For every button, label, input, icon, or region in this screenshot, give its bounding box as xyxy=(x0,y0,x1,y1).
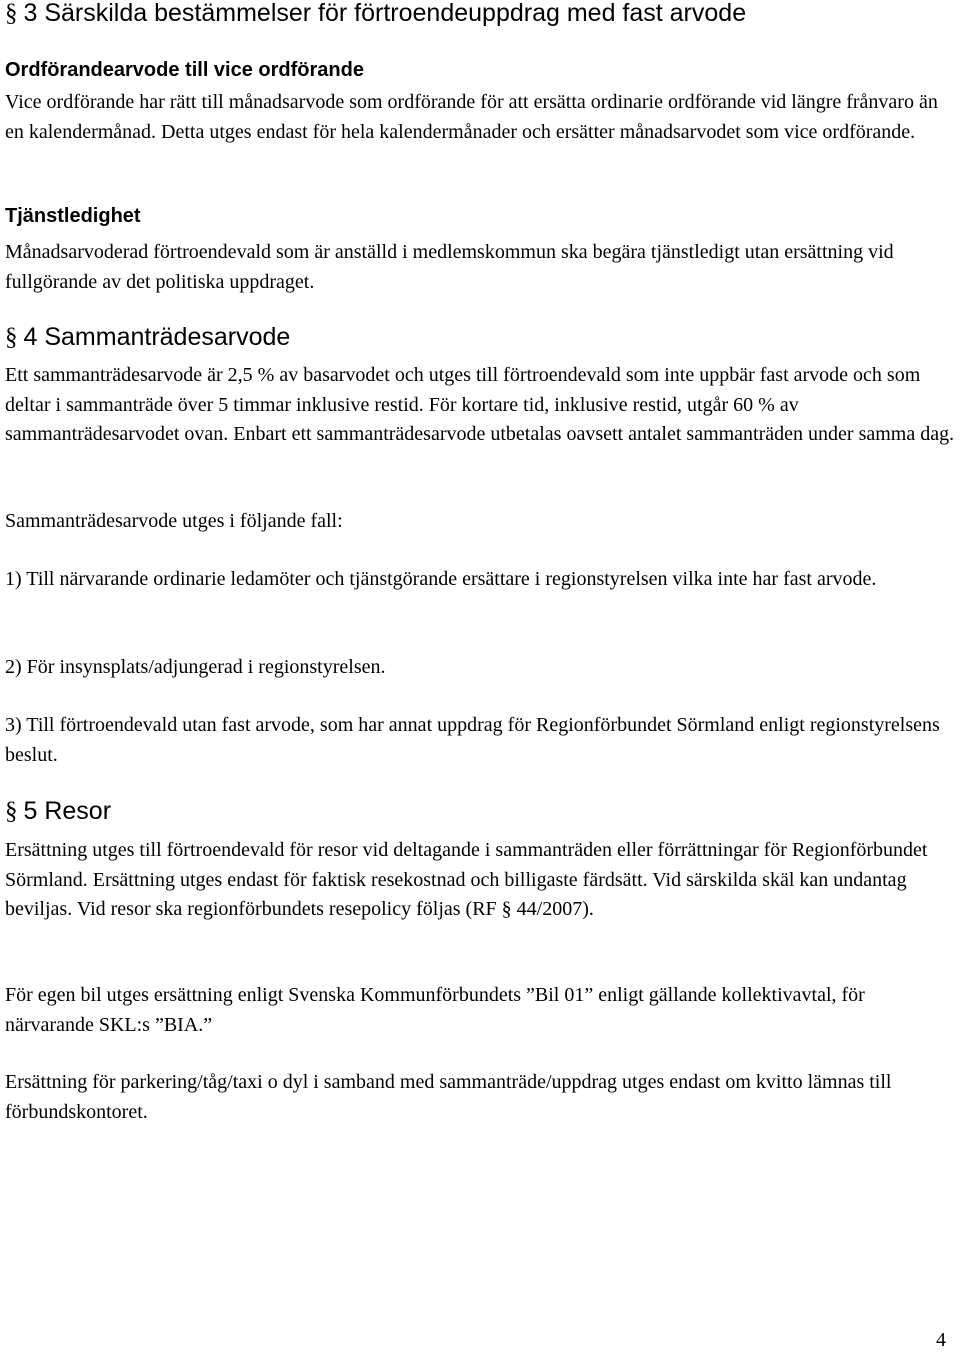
section-3-heading xyxy=(5,0,746,29)
section-5-heading xyxy=(5,796,111,827)
section-5-title: 5 Resor xyxy=(23,797,112,825)
section-4-title: 4 Sammanträdesarvode xyxy=(23,323,291,351)
paragraph-meeting-fee-cases: Sammanträdesarvode utges i följande fall: xyxy=(5,510,343,532)
section-sign: § xyxy=(5,798,18,825)
section-4-heading xyxy=(5,322,290,353)
paragraph-vice-chair-fee: Vice ordförande har rätt till månadsarvode som ordförande för att ersätta ordinarie ordförande vid längre frånvaro än en kalendermånad. Detta utges endast för hela kalendermånader och ersätter månadsarvodet som vice ordförande. xyxy=(5,91,938,143)
list-item-3: 3) Till förtroendevald utan fast arvode, som har annat uppdrag för Regionförbundet Sörmland enligt regionstyrelsens beslut. xyxy=(5,714,940,766)
paragraph-parking: Ersättning för parkering/tåg/taxi o dyl i samband med sammanträde/uppdrag utges endast om kvitto lämnas till förbundskontoret. xyxy=(5,1071,892,1123)
section-sign: § xyxy=(5,324,18,351)
subheading-vice-chair-fee: Ordförandearvode till vice ordförande xyxy=(5,59,364,81)
paragraph-meeting-fee: Ett sammanträdesarvode är 2,5 % av basarvodet och utges till förtroendevald som inte uppbär fast arvode och som deltar i sammanträde över 5 timmar inklusive restid. För kortare tid, inklusive restid, utgår 60 % av sammanträdesarvodet ovan. Enbart ett sammanträdesarvode utbetalas oavsett antalet sammanträden under samma dag. xyxy=(5,364,955,445)
section-sign: § xyxy=(5,0,18,27)
paragraph-own-car: För egen bil utges ersättning enligt Svenska Kommunförbundets ”Bil 01” enligt gällande kollektivavtal, för närvarande SKL:s ”BIA.” xyxy=(5,984,865,1036)
paragraph-leave-of-absence: Månadsarvoderad förtroendevald som är anställd i medlemskommun ska begära tjänstledigt utan ersättning vid fullgörande av det politiska uppdraget. xyxy=(5,241,894,293)
page-number: 4 xyxy=(936,1329,946,1351)
section-3-title: 3 Särskilda bestämmelser för förtroendeuppdrag med fast arvode xyxy=(23,0,747,27)
paragraph-travel: Ersättning utges till förtroendevald för resor vid deltagande i sammanträden eller förrättningar för Regionförbundet Sörmland. Ersättning utges endast för faktisk resekostnad och billigaste färdsätt. Vid särskilda skäl kan undantag beviljas. Vid resor ska regionförbundets resepolicy följas (RF § 44/2007). xyxy=(5,839,928,920)
subheading-leave-of-absence: Tjänstledighet xyxy=(5,205,141,227)
list-item-1: 1) Till närvarande ordinarie ledamöter och tjänstgörande ersättare i regionstyrelsen vilka inte har fast arvode. xyxy=(5,568,877,590)
list-item-2: 2) För insynsplats/adjungerad i regionstyrelsen. xyxy=(5,656,386,678)
